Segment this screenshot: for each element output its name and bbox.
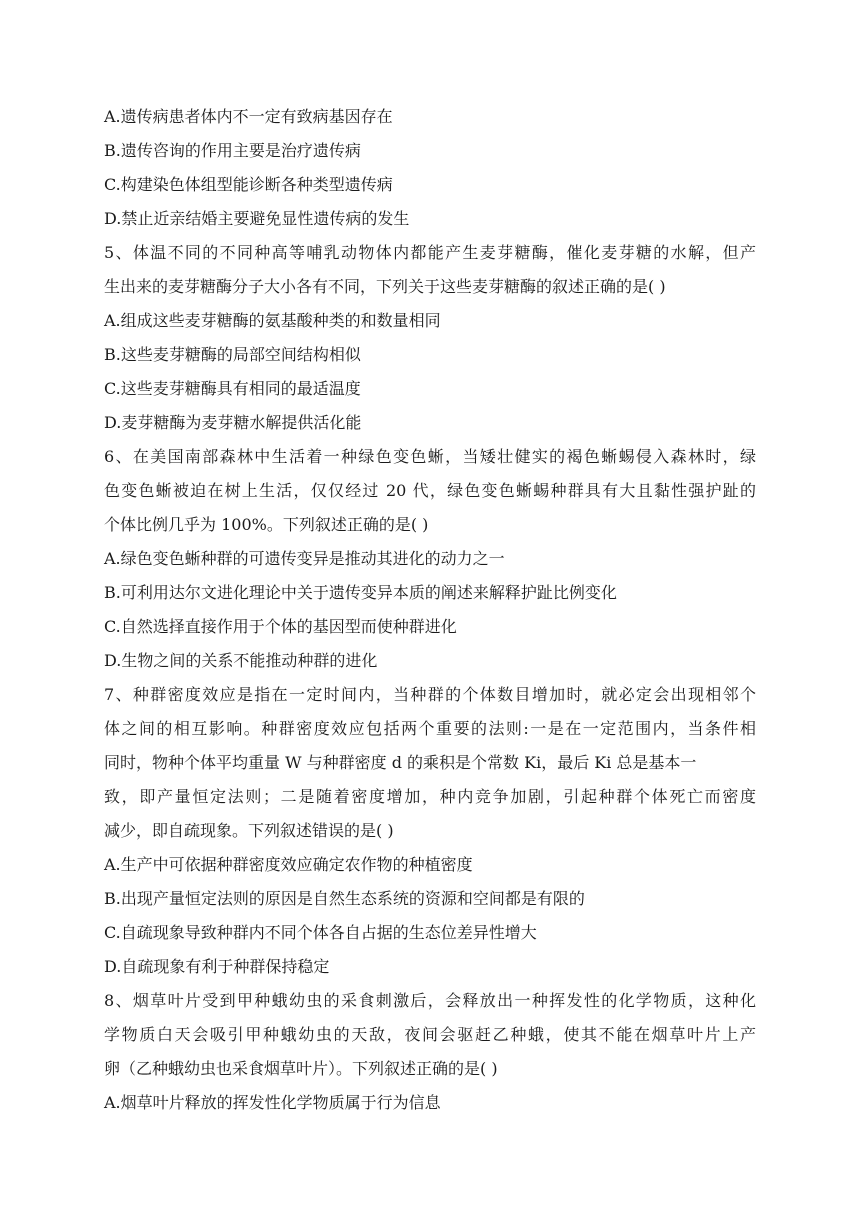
answer-option-line: D.麦芽糖酶为麦芽糖水解提供活化能 <box>104 413 362 432</box>
answer-option-line: A.组成这些麦芽糖酶的氨基酸种类的和数量相同 <box>104 311 441 330</box>
question-stem-line: 7、种群密度效应是指在一定时间内，当种群的个体数目增加时，就必定会出现相邻个 <box>104 685 756 704</box>
question-stem-line: 5、体温不同的不同种高等哺乳动物体内都能产生麦芽糖酶，催化麦芽糖的水解，但产 <box>104 243 756 262</box>
answer-option-line: C.构建染色体组型能诊断各种类型遗传病 <box>104 175 393 194</box>
question-stem-line: 卵（乙种蛾幼虫也采食烟草叶片）。下列叙述正确的是( ) <box>104 1059 498 1078</box>
question-stem-line: 8、烟草叶片受到甲种蛾幼虫的采食刺激后，会释放出一种挥发性的化学物质，这种化 <box>104 991 756 1010</box>
answer-option-line: D.自疏现象有利于种群保持稳定 <box>104 957 330 976</box>
question-stem-line: 致，即产量恒定法则；二是随着密度增加，种内竞争加剧，引起种群个体死亡而密度 <box>104 787 756 806</box>
question-stem-line: 个体比例几乎为 100%。下列叙述正确的是( ) <box>104 515 429 534</box>
answer-option-line: B.可利用达尔文进化理论中关于遗传变异本质的阐述来解释护趾比例变化 <box>104 583 617 602</box>
question-stem-line: 6、在美国南部森林中生活着一种绿色变色蜥，当矮壮健实的褐色蜥蜴侵入森林时，绿 <box>104 447 756 466</box>
question-stem-line: 学物质白天会吸引甲种蛾幼虫的天敌，夜间会驱赶乙种蛾，使其不能在烟草叶片上产 <box>104 1025 756 1044</box>
answer-option-line: D.禁止近亲结婚主要避免显性遗传病的发生 <box>104 209 410 228</box>
answer-option-line: A.遗传病患者体内不一定有致病基因存在 <box>104 107 393 126</box>
question-stem-line: 色变色蜥被迫在树上生活，仅仅经过 20 代，绿色变色蜥蜴种群具有大且黏性强护趾的 <box>104 481 756 500</box>
answer-option-line: D.生物之间的关系不能推动种群的进化 <box>104 651 378 670</box>
question-stem-line: 生出来的麦芽糖酶分子大小各有不同，下列关于这些麦芽糖酶的叙述正确的是( ) <box>104 277 666 296</box>
answer-option-line: C.自疏现象导致种群内不同个体各自占据的生态位差异性增大 <box>104 923 537 942</box>
answer-option-line: C.自然选择直接作用于个体的基因型而使种群进化 <box>104 617 457 636</box>
answer-option-line: A.生产中可依据种群密度效应确定农作物的种植密度 <box>104 855 473 874</box>
answer-option-line: B.出现产量恒定法则的原因是自然生态系统的资源和空间都是有限的 <box>104 889 585 908</box>
question-stem-line: 减少，即自疏现象。下列叙述错误的是( ) <box>104 821 394 840</box>
answer-option-line: B.这些麦芽糖酶的局部空间结构相似 <box>104 345 361 364</box>
answer-option-line: A.烟草叶片释放的挥发性化学物质属于行为信息 <box>104 1093 441 1112</box>
question-stem-line: 体之间的相互影响。种群密度效应包括两个重要的法则:一是在一定范围内，当条件相 <box>104 719 756 738</box>
question-stem-line: 同时，物种个体平均重量 W 与种群密度 d 的乘积是个常数 Ki，最后 Ki 总是基本一 <box>104 753 697 772</box>
answer-option-line: B.遗传咨询的作用主要是治疗遗传病 <box>104 141 361 160</box>
answer-option-line: C.这些麦芽糖酶具有相同的最适温度 <box>104 379 361 398</box>
document-page <box>104 100 756 1120</box>
answer-option-line: A.绿色变色蜥种群的可遗传变异是推动其进化的动力之一 <box>104 549 505 568</box>
